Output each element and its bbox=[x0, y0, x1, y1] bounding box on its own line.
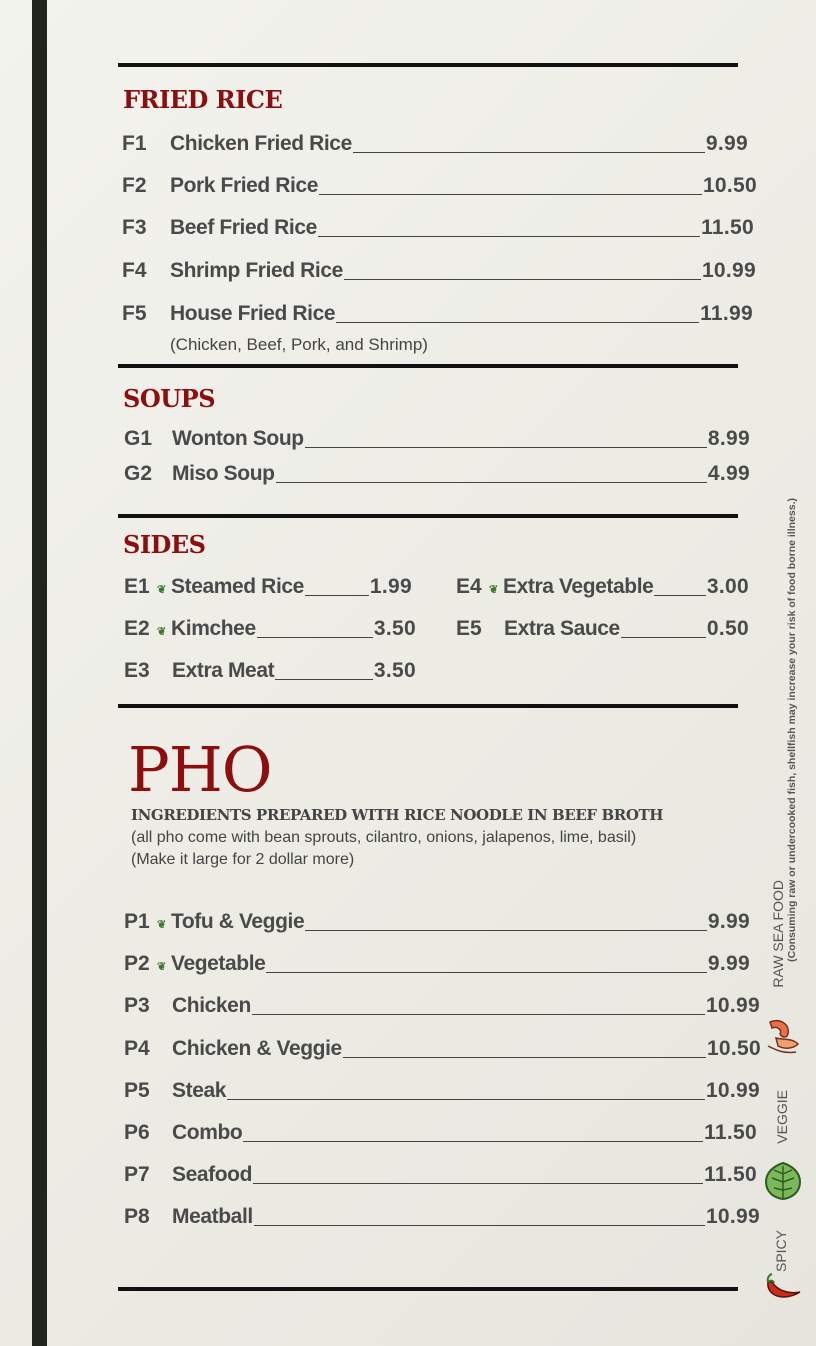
leader-line bbox=[276, 482, 707, 483]
leader-line bbox=[621, 637, 706, 638]
sides-title: SIDES bbox=[123, 530, 206, 559]
item-price: 3.50 bbox=[373, 617, 416, 640]
raw-food-warning: (Consuming raw or undercooked fish, shellfish may increase your risk of food borne illness.) bbox=[786, 498, 798, 962]
item-name: Combo bbox=[172, 1121, 243, 1144]
item-code: P2 bbox=[124, 952, 150, 975]
pho-upsell: (Make it large for 2 dollar more) bbox=[131, 851, 355, 868]
leader-line bbox=[318, 236, 700, 237]
item-code: E5 bbox=[456, 617, 482, 640]
leader-line bbox=[254, 1225, 705, 1226]
leader-line bbox=[253, 1183, 703, 1184]
leader-line bbox=[266, 972, 706, 973]
item-price: 9.99 bbox=[707, 952, 750, 975]
item-code: P1 bbox=[124, 910, 150, 933]
item-price: 10.99 bbox=[705, 994, 760, 1017]
section-divider bbox=[118, 63, 738, 67]
item-name: Wonton Soup bbox=[172, 427, 304, 450]
item-name: Extra Vegetable bbox=[503, 575, 654, 598]
item-price: 1.99 bbox=[369, 575, 412, 598]
pho-title: PHO bbox=[128, 733, 272, 806]
leader-line bbox=[305, 930, 707, 931]
item-name: Extra Sauce bbox=[504, 617, 620, 640]
item-name: Steamed Rice bbox=[171, 575, 304, 598]
item-code: P6 bbox=[124, 1121, 150, 1144]
leader-line bbox=[336, 322, 699, 323]
item-price: 4.99 bbox=[707, 462, 750, 485]
leaf-icon: ❦ bbox=[157, 919, 167, 931]
item-price: 9.99 bbox=[707, 910, 750, 933]
item-price: 9.99 bbox=[705, 132, 748, 155]
leader-line bbox=[654, 595, 706, 596]
menu-item-e5 bbox=[456, 617, 749, 641]
menu-item-p2 bbox=[124, 952, 750, 976]
leader-line bbox=[257, 637, 373, 638]
left-border-bar bbox=[32, 0, 47, 1346]
item-code: F5 bbox=[122, 302, 147, 325]
item-name: House Fried Rice bbox=[170, 302, 336, 325]
item-price: 0.50 bbox=[706, 617, 749, 640]
item-code: F2 bbox=[122, 174, 147, 197]
menu-item-e1 bbox=[124, 575, 412, 599]
leader-line bbox=[319, 194, 702, 195]
menu-item-f5 bbox=[122, 302, 753, 326]
leader-line bbox=[275, 679, 373, 680]
pho-description: (all pho come with bean sprouts, cilantro, onions, jalapenos, lime, basil) bbox=[131, 829, 637, 846]
item-price: 10.99 bbox=[701, 259, 756, 282]
item-name: Miso Soup bbox=[172, 462, 275, 485]
pho-subtitle: INGREDIENTS PREPARED WITH RICE NOODLE IN BEEF BROTH bbox=[131, 806, 664, 824]
item-name: Steak bbox=[172, 1079, 227, 1102]
menu-item-p4 bbox=[124, 1037, 761, 1061]
item-name: Kimchee bbox=[171, 617, 256, 640]
menu-item-e4 bbox=[456, 575, 749, 599]
item-code: P7 bbox=[124, 1163, 150, 1186]
shrimp-icon bbox=[762, 1016, 804, 1058]
section-divider bbox=[118, 1287, 738, 1291]
item-price: 11.99 bbox=[700, 302, 753, 325]
item-name: Chicken bbox=[172, 994, 251, 1017]
item-name: Seafood bbox=[172, 1163, 253, 1186]
veggie-label: VEGGIE bbox=[774, 1090, 790, 1144]
leaf-icon: ❦ bbox=[157, 961, 167, 973]
item-code: F3 bbox=[122, 216, 147, 239]
leaf-icon: ❦ bbox=[489, 584, 499, 596]
item-code: P4 bbox=[124, 1037, 150, 1060]
item-code: E1 bbox=[124, 575, 150, 598]
leader-line bbox=[252, 1014, 705, 1015]
item-name: Vegetable bbox=[171, 952, 266, 975]
item-name: Chicken & Veggie bbox=[172, 1037, 342, 1060]
menu-item-p1 bbox=[124, 910, 750, 934]
leader-line bbox=[353, 152, 705, 153]
item-name: Meatball bbox=[172, 1205, 253, 1228]
section-divider bbox=[118, 704, 738, 708]
item-price: 10.99 bbox=[705, 1205, 760, 1228]
item-price: 11.50 bbox=[701, 216, 754, 239]
menu-item-f3 bbox=[122, 216, 754, 240]
item-name: Pork Fried Rice bbox=[170, 174, 319, 197]
menu-item-f4 bbox=[122, 259, 756, 283]
soups-title: SOUPS bbox=[123, 384, 216, 413]
item-price: 8.99 bbox=[707, 427, 750, 450]
item-code: F1 bbox=[122, 132, 147, 155]
leader-line bbox=[305, 447, 707, 448]
menu-item-p8 bbox=[124, 1205, 760, 1229]
item-price: 11.50 bbox=[704, 1163, 757, 1186]
item-code: E2 bbox=[124, 617, 150, 640]
item-price: 3.50 bbox=[373, 659, 416, 682]
item-code: E4 bbox=[456, 575, 482, 598]
leaf-icon: ❦ bbox=[157, 584, 167, 596]
section-divider bbox=[118, 364, 738, 368]
leader-line bbox=[344, 279, 701, 280]
menu-item-p5 bbox=[124, 1079, 760, 1103]
item-code: P8 bbox=[124, 1205, 150, 1228]
item-code: E3 bbox=[124, 659, 150, 682]
menu-item-f1 bbox=[122, 132, 748, 156]
spicy-label: SPICY bbox=[773, 1230, 789, 1273]
section-divider bbox=[118, 514, 738, 518]
item-price: 3.00 bbox=[706, 575, 749, 598]
pepper-icon bbox=[762, 1272, 804, 1306]
item-name: Tofu & Veggie bbox=[171, 910, 305, 933]
item-price: 11.50 bbox=[704, 1121, 757, 1144]
raw-sea-food-label: RAW SEA FOOD bbox=[770, 880, 786, 988]
leaf-icon bbox=[762, 1160, 804, 1202]
item-code: G1 bbox=[124, 427, 153, 450]
menu-item-g2 bbox=[124, 462, 750, 486]
item-code: G2 bbox=[124, 462, 153, 485]
menu-item-e2 bbox=[124, 617, 416, 641]
leaf-icon: ❦ bbox=[157, 626, 167, 638]
menu-item-p7 bbox=[124, 1163, 757, 1187]
item-name: Beef Fried Rice bbox=[170, 216, 317, 239]
item-code: P3 bbox=[124, 994, 150, 1017]
item-price: 10.99 bbox=[705, 1079, 760, 1102]
item-price: 10.50 bbox=[706, 1037, 761, 1060]
leader-line bbox=[305, 595, 369, 596]
leader-line bbox=[243, 1141, 703, 1142]
leader-line bbox=[343, 1057, 706, 1058]
menu-item-f2 bbox=[122, 174, 757, 198]
leader-line bbox=[227, 1099, 705, 1100]
menu-item-p6 bbox=[124, 1121, 757, 1145]
item-price: 10.50 bbox=[702, 174, 757, 197]
house-fried-rice-note: (Chicken, Beef, Pork, and Shrimp) bbox=[170, 335, 428, 354]
menu-item-g1 bbox=[124, 427, 750, 451]
item-code: P5 bbox=[124, 1079, 150, 1102]
fried-rice-title: FRIED RICE bbox=[123, 85, 283, 114]
item-name: Extra Meat bbox=[172, 659, 275, 682]
menu-item-e3 bbox=[124, 659, 416, 683]
menu-item-p3 bbox=[124, 994, 760, 1018]
item-code: F4 bbox=[122, 259, 147, 282]
item-name: Shrimp Fried Rice bbox=[170, 259, 343, 282]
item-name: Chicken Fried Rice bbox=[170, 132, 352, 155]
